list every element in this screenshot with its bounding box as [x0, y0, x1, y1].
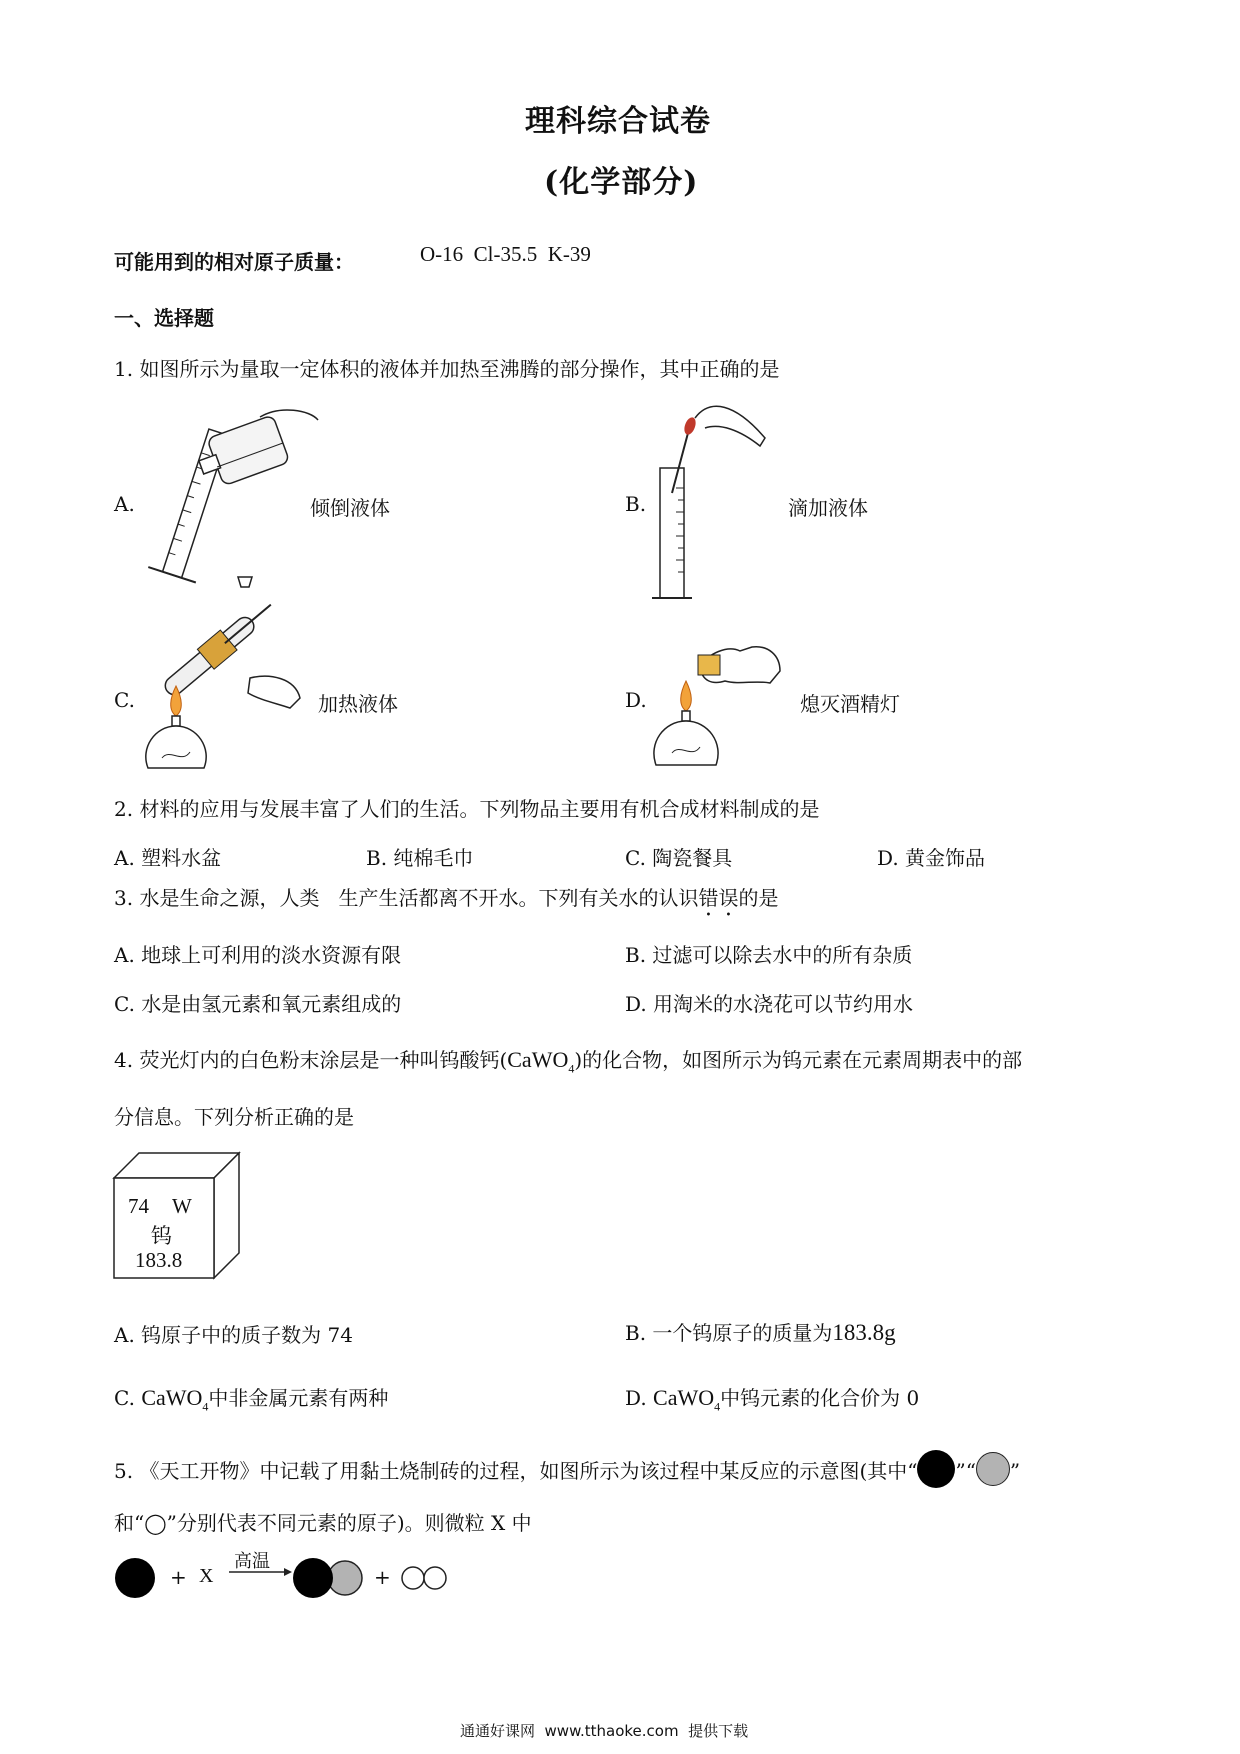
q1-option-c-caption: 加热液体 — [318, 692, 398, 716]
page-title: 理科综合试卷 — [525, 104, 711, 139]
q1-option-d-caption: 熄灭酒精灯 — [800, 692, 900, 716]
q4-option-d-letter: D. — [625, 1386, 647, 1410]
q4-option-c-letter: C. — [114, 1386, 135, 1410]
element-atomic-number: 74 — [128, 1194, 149, 1218]
q5-stem-a: 5. 《天工开物》中记载了用黏土烧制砖的过程，如图所示为该过程中某反应的示意图(其中“ — [114, 1459, 918, 1483]
formula-sub: 4 — [714, 1399, 721, 1414]
q4-formula — [507, 1047, 575, 1076]
q3-stem-after: 的是 — [738, 886, 779, 910]
atomic-mass-label: 可能用到的相对原子质量： — [114, 250, 354, 274]
q4-option-a: A. 钨原子中的质子数为 74 — [114, 1323, 353, 1347]
q4-formula-main: CaWO — [507, 1047, 569, 1072]
product-white-atom-2 — [424, 1567, 446, 1589]
reaction-plus-2: + — [374, 1565, 391, 1589]
q4-option-d-text: 中钨元素的化合价为 0 — [720, 1386, 920, 1410]
q4-formula-sub: 4 — [568, 1061, 575, 1076]
q4-stem-line1 — [114, 1044, 1022, 1076]
black-atom-icon — [917, 1450, 955, 1488]
q5-stem-b: ”“ — [955, 1459, 976, 1483]
q4-option-b-value: 183.8g — [832, 1320, 896, 1345]
formula-main: CaWO — [653, 1385, 715, 1410]
q1-option-a-letter: A. — [114, 492, 135, 516]
q4-stem-b: )的化合物，如图所示为钨元素在元素周期表中的部 — [574, 1048, 1023, 1072]
q4-option-c-text: 中非金属元素有两种 — [208, 1386, 389, 1410]
section-heading: 一、选择题 — [114, 306, 214, 330]
extinguishing-lamp-illustration — [650, 625, 790, 775]
q4-option-d — [625, 1382, 919, 1414]
q4-stem-a: 4. 荧光灯内的白色粉末涂层是一种叫钨酸钙( — [114, 1048, 508, 1072]
element-atomic-mass: 183.8 — [135, 1248, 183, 1272]
q3-option-b: B. 过滤可以除去水中的所有杂质 — [625, 943, 913, 967]
q1-option-b-letter: B. — [625, 492, 647, 516]
reaction-diagram — [114, 1550, 474, 1610]
q3-stem-before: 3. 水是生命之源，人类 生产生活都离不开水。下列有关水的认识 — [114, 886, 699, 910]
q5-stem-c: ” — [1009, 1459, 1021, 1483]
reactant-black-atom — [115, 1558, 155, 1598]
pouring-liquid-illustration — [140, 405, 320, 595]
element-name: 钨 — [151, 1224, 172, 1248]
product-white-atom-1 — [402, 1567, 424, 1589]
q2-option-c: C. 陶瓷餐具 — [625, 846, 733, 870]
reaction-arrow-head — [284, 1568, 292, 1576]
q4-option-b-text: B. 一个钨原子的质量为 — [625, 1321, 833, 1345]
q2-stem: 2. 材料的应用与发展丰富了人们的生活。下列物品主要用有机合成材料制成的是 — [114, 797, 820, 821]
q4-option-c-formula — [141, 1385, 209, 1414]
q3-stem-emphasis: 错误 — [698, 886, 739, 910]
atomic-mass-values: O-16 Cl-35.5 K-39 — [420, 242, 591, 266]
formula-main: CaWO — [141, 1385, 203, 1410]
q3-stem — [114, 882, 779, 921]
footer: 通通好课网 www.tthaoke.com 提供下载 — [460, 1722, 749, 1740]
q1-stem: 1. 如图所示为量取一定体积的液体并加热至沸腾的部分操作，其中正确的是 — [114, 357, 780, 381]
dropping-liquid-illustration — [650, 398, 780, 608]
product-black-atom — [293, 1558, 333, 1598]
q5-stem-line2: 和“◯”分别代表不同元素的原子)。则微粒 X 中 — [114, 1511, 532, 1535]
q1-option-a-caption: 倾倒液体 — [310, 496, 390, 520]
q4-stem-line2: 分信息。下列分析正确的是 — [114, 1105, 354, 1129]
q2-option-a: A. 塑料水盆 — [114, 846, 222, 870]
q3-option-c: C. 水是由氢元素和氧元素组成的 — [114, 992, 402, 1016]
q4-option-b — [625, 1317, 896, 1346]
reaction-x: X — [199, 1565, 214, 1587]
q5-stem-line1 — [114, 1455, 1020, 1488]
page-subtitle: (化学部分) — [544, 165, 699, 200]
formula-sub: 4 — [202, 1399, 209, 1414]
reaction-plus-1: + — [170, 1565, 187, 1589]
product-grey-atom — [328, 1561, 362, 1595]
element-symbol: W — [172, 1194, 192, 1218]
q3-option-d: D. 用淘米的水浇花可以节约用水 — [625, 992, 914, 1016]
q2-option-b: B. 纯棉毛巾 — [366, 846, 474, 870]
grey-atom-icon — [976, 1452, 1010, 1486]
reaction-condition: 高温 — [234, 1551, 270, 1572]
q4-option-c — [114, 1382, 388, 1414]
q1-option-d-letter: D. — [625, 688, 647, 712]
heating-liquid-illustration — [140, 618, 310, 778]
q3-option-a: A. 地球上可利用的淡水资源有限 — [114, 943, 402, 967]
q4-option-d-formula — [653, 1385, 721, 1414]
q1-option-c-letter: C. — [114, 688, 135, 712]
q2-option-d: D. 黄金饰品 — [877, 846, 986, 870]
q1-option-b-caption: 滴加液体 — [788, 496, 868, 520]
